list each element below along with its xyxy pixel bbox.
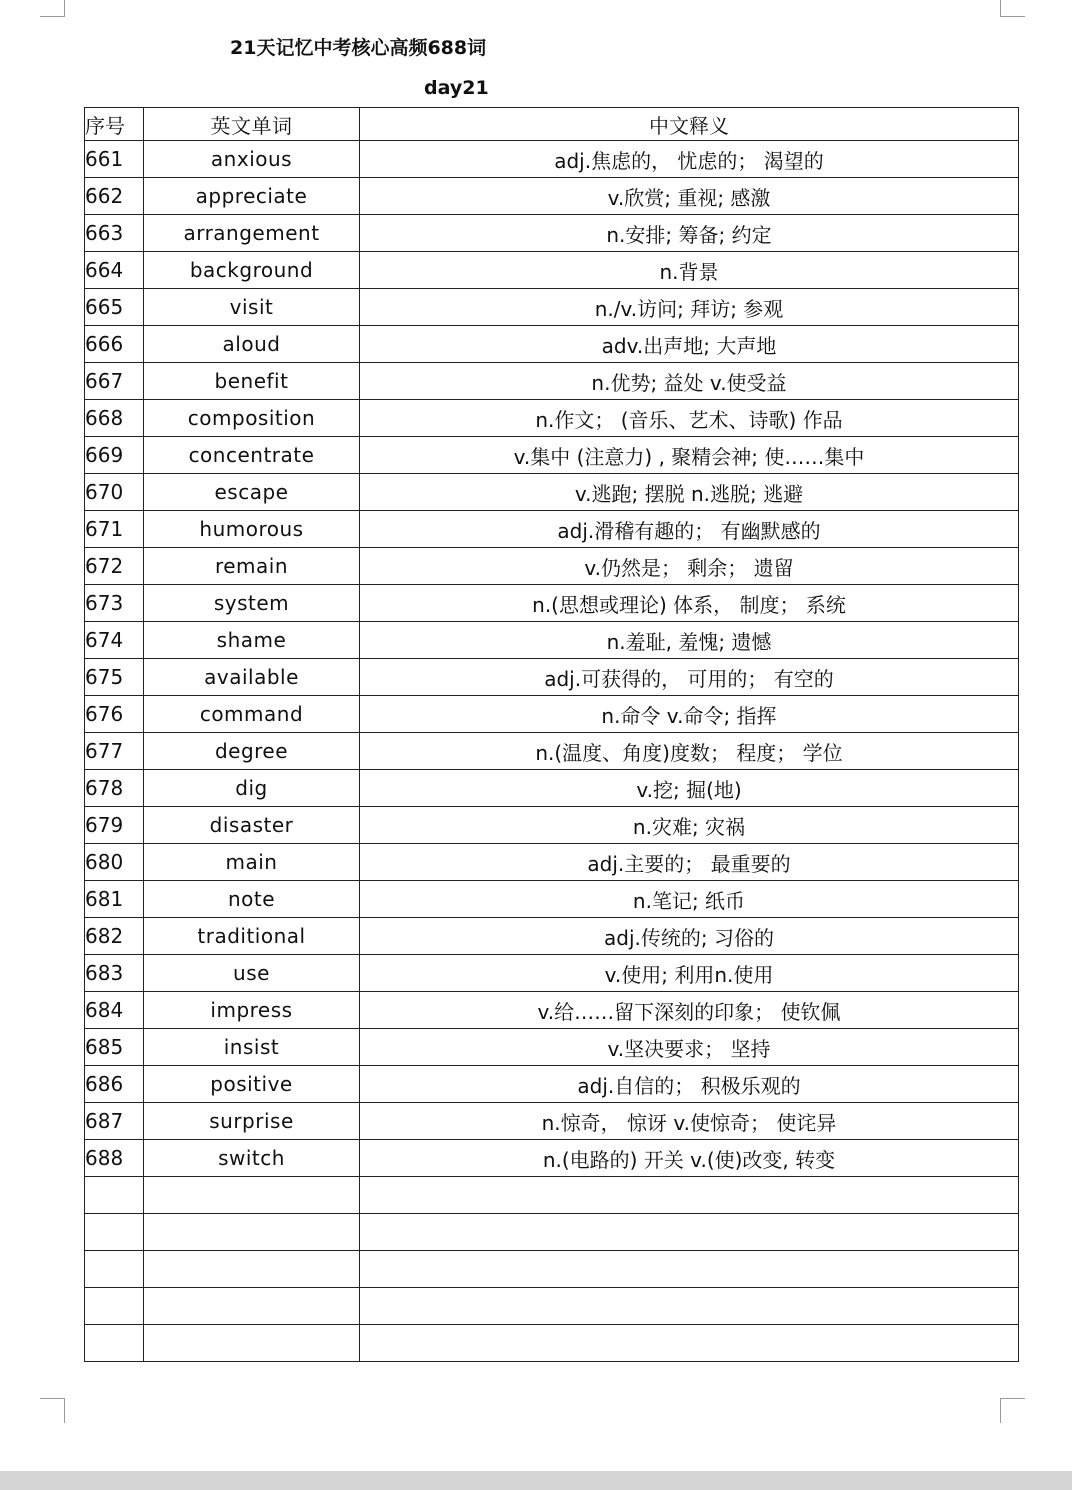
row-chinese-definition: adj.可获得的， 可用的； 有空的 [360,659,1019,696]
row-chinese-definition: adj.焦虑的， 忧虑的； 渴望的 [360,141,1019,178]
row-number: 687 [85,1103,144,1140]
crop-mark-bottom-left [40,1398,65,1423]
row-number: 666 [85,326,144,363]
table-row [85,659,1019,696]
row-chinese-definition: adj.传统的; 习俗的 [360,918,1019,955]
table-row [85,252,1019,289]
empty-cell [144,1251,360,1288]
table-row [85,289,1019,326]
empty-cell [85,1251,144,1288]
row-number: 678 [85,770,144,807]
crop-mark-top-left [40,0,65,17]
row-number: 668 [85,400,144,437]
row-english-word: visit [144,289,360,326]
table-row [85,807,1019,844]
empty-cell [360,1251,1019,1288]
row-chinese-definition: v.使用; 利用n.使用 [360,955,1019,992]
row-chinese-definition: n.灾难; 灾祸 [360,807,1019,844]
row-english-word: appreciate [144,178,360,215]
row-chinese-definition: adj.主要的； 最重要的 [360,844,1019,881]
row-english-word: system [144,585,360,622]
table-row [85,1066,1019,1103]
row-chinese-definition: adj.自信的； 积极乐观的 [360,1066,1019,1103]
table-row [85,955,1019,992]
row-number: 688 [85,1140,144,1177]
row-chinese-definition: n.命令 v.命令; 指挥 [360,696,1019,733]
table-row [85,474,1019,511]
row-english-word: concentrate [144,437,360,474]
empty-cell [144,1177,360,1214]
row-chinese-definition: v.欣赏; 重视; 感激 [360,178,1019,215]
table-row [85,511,1019,548]
row-english-word: shame [144,622,360,659]
row-number: 669 [85,437,144,474]
table-row [85,178,1019,215]
row-number: 681 [85,881,144,918]
row-english-word: humorous [144,511,360,548]
row-english-word: dig [144,770,360,807]
table-row [85,918,1019,955]
row-chinese-definition: n.作文； (音乐、艺术、诗歌) 作品 [360,400,1019,437]
row-chinese-definition: v.给……留下深刻的印象； 使钦佩 [360,992,1019,1029]
row-chinese-definition: adv.出声地; 大声地 [360,326,1019,363]
empty-cell [360,1177,1019,1214]
row-english-word: note [144,881,360,918]
row-number: 686 [85,1066,144,1103]
row-english-word: impress [144,992,360,1029]
header-chinese-definition: 中文释义 [360,108,1019,141]
row-number: 670 [85,474,144,511]
row-chinese-definition: n.笔记; 纸币 [360,881,1019,918]
row-english-word: switch [144,1140,360,1177]
row-number: 662 [85,178,144,215]
row-number: 685 [85,1029,144,1066]
row-chinese-definition: v.坚决要求； 坚持 [360,1029,1019,1066]
document-subtitle: day21 [424,77,489,99]
empty-cell [360,1325,1019,1362]
row-number: 665 [85,289,144,326]
table-row [85,881,1019,918]
table-row [85,437,1019,474]
empty-cell [360,1214,1019,1251]
empty-cell [85,1177,144,1214]
row-number: 672 [85,548,144,585]
row-chinese-definition: adj.滑稽有趣的； 有幽默感的 [360,511,1019,548]
row-english-word: insist [144,1029,360,1066]
row-number: 674 [85,622,144,659]
row-number: 677 [85,733,144,770]
empty-cell [144,1325,360,1362]
row-number: 675 [85,659,144,696]
row-number: 664 [85,252,144,289]
document-title: 21天记忆中考核心高频688词 [230,37,487,59]
table-row [85,141,1019,178]
row-number: 679 [85,807,144,844]
row-english-word: main [144,844,360,881]
row-english-word: degree [144,733,360,770]
row-chinese-definition: n.(电路的) 开关 v.(使)改变, 转变 [360,1140,1019,1177]
row-chinese-definition: v.集中 (注意力) , 聚精会神; 使……集中 [360,437,1019,474]
row-chinese-definition: n.(思想或理论) 体系， 制度； 系统 [360,585,1019,622]
row-english-word: positive [144,1066,360,1103]
row-number: 667 [85,363,144,400]
row-number: 673 [85,585,144,622]
row-english-word: anxious [144,141,360,178]
empty-cell [144,1288,360,1325]
table-row [85,622,1019,659]
row-chinese-definition: n./v.访问; 拜访; 参观 [360,289,1019,326]
table-row [85,1140,1019,1177]
table-row [85,992,1019,1029]
table-row [85,1029,1019,1066]
empty-table-row [85,1251,1019,1288]
row-english-word: aloud [144,326,360,363]
row-english-word: surprise [144,1103,360,1140]
empty-cell [144,1214,360,1251]
row-chinese-definition: v.挖; 掘(地) [360,770,1019,807]
row-english-word: command [144,696,360,733]
empty-cell [85,1214,144,1251]
row-chinese-definition: n.安排; 筹备; 约定 [360,215,1019,252]
table-row [85,215,1019,252]
row-english-word: available [144,659,360,696]
row-number: 676 [85,696,144,733]
row-english-word: escape [144,474,360,511]
row-english-word: use [144,955,360,992]
row-number: 663 [85,215,144,252]
header-english-word: 英文单词 [144,108,360,141]
table-row [85,770,1019,807]
table-row [85,696,1019,733]
row-chinese-definition: n.背景 [360,252,1019,289]
crop-mark-top-right [1000,0,1025,17]
bottom-scrollbar-strip [0,1471,1072,1490]
row-chinese-definition: v.仍然是； 剩余； 遗留 [360,548,1019,585]
table-body [85,141,1019,1362]
row-english-word: traditional [144,918,360,955]
row-english-word: remain [144,548,360,585]
row-number: 682 [85,918,144,955]
empty-table-row [85,1325,1019,1362]
row-number: 671 [85,511,144,548]
table-row [85,326,1019,363]
row-number: 680 [85,844,144,881]
row-chinese-definition: n.优势; 益处 v.使受益 [360,363,1019,400]
vocabulary-table [84,107,1019,1362]
row-number: 684 [85,992,144,1029]
row-chinese-definition: n.(温度、角度)度数； 程度； 学位 [360,733,1019,770]
row-english-word: background [144,252,360,289]
row-chinese-definition: v.逃跑; 摆脱 n.逃脱; 逃避 [360,474,1019,511]
empty-table-row [85,1214,1019,1251]
table-header-row [85,108,1019,141]
header-number: 序号 [85,108,144,141]
row-english-word: disaster [144,807,360,844]
table-row [85,363,1019,400]
row-english-word: arrangement [144,215,360,252]
row-english-word: benefit [144,363,360,400]
row-chinese-definition: n.羞耻, 羞愧; 遗憾 [360,622,1019,659]
table-row [85,400,1019,437]
empty-cell [85,1325,144,1362]
table-row [85,585,1019,622]
row-english-word: composition [144,400,360,437]
row-chinese-definition: n.惊奇， 惊讶 v.使惊奇； 使诧异 [360,1103,1019,1140]
table-row [85,844,1019,881]
empty-table-row [85,1288,1019,1325]
table-row [85,1103,1019,1140]
table-row [85,548,1019,585]
empty-cell [360,1288,1019,1325]
empty-cell [85,1288,144,1325]
table-row [85,733,1019,770]
crop-mark-bottom-right [1000,1398,1025,1423]
empty-table-row [85,1177,1019,1214]
row-number: 683 [85,955,144,992]
row-number: 661 [85,141,144,178]
